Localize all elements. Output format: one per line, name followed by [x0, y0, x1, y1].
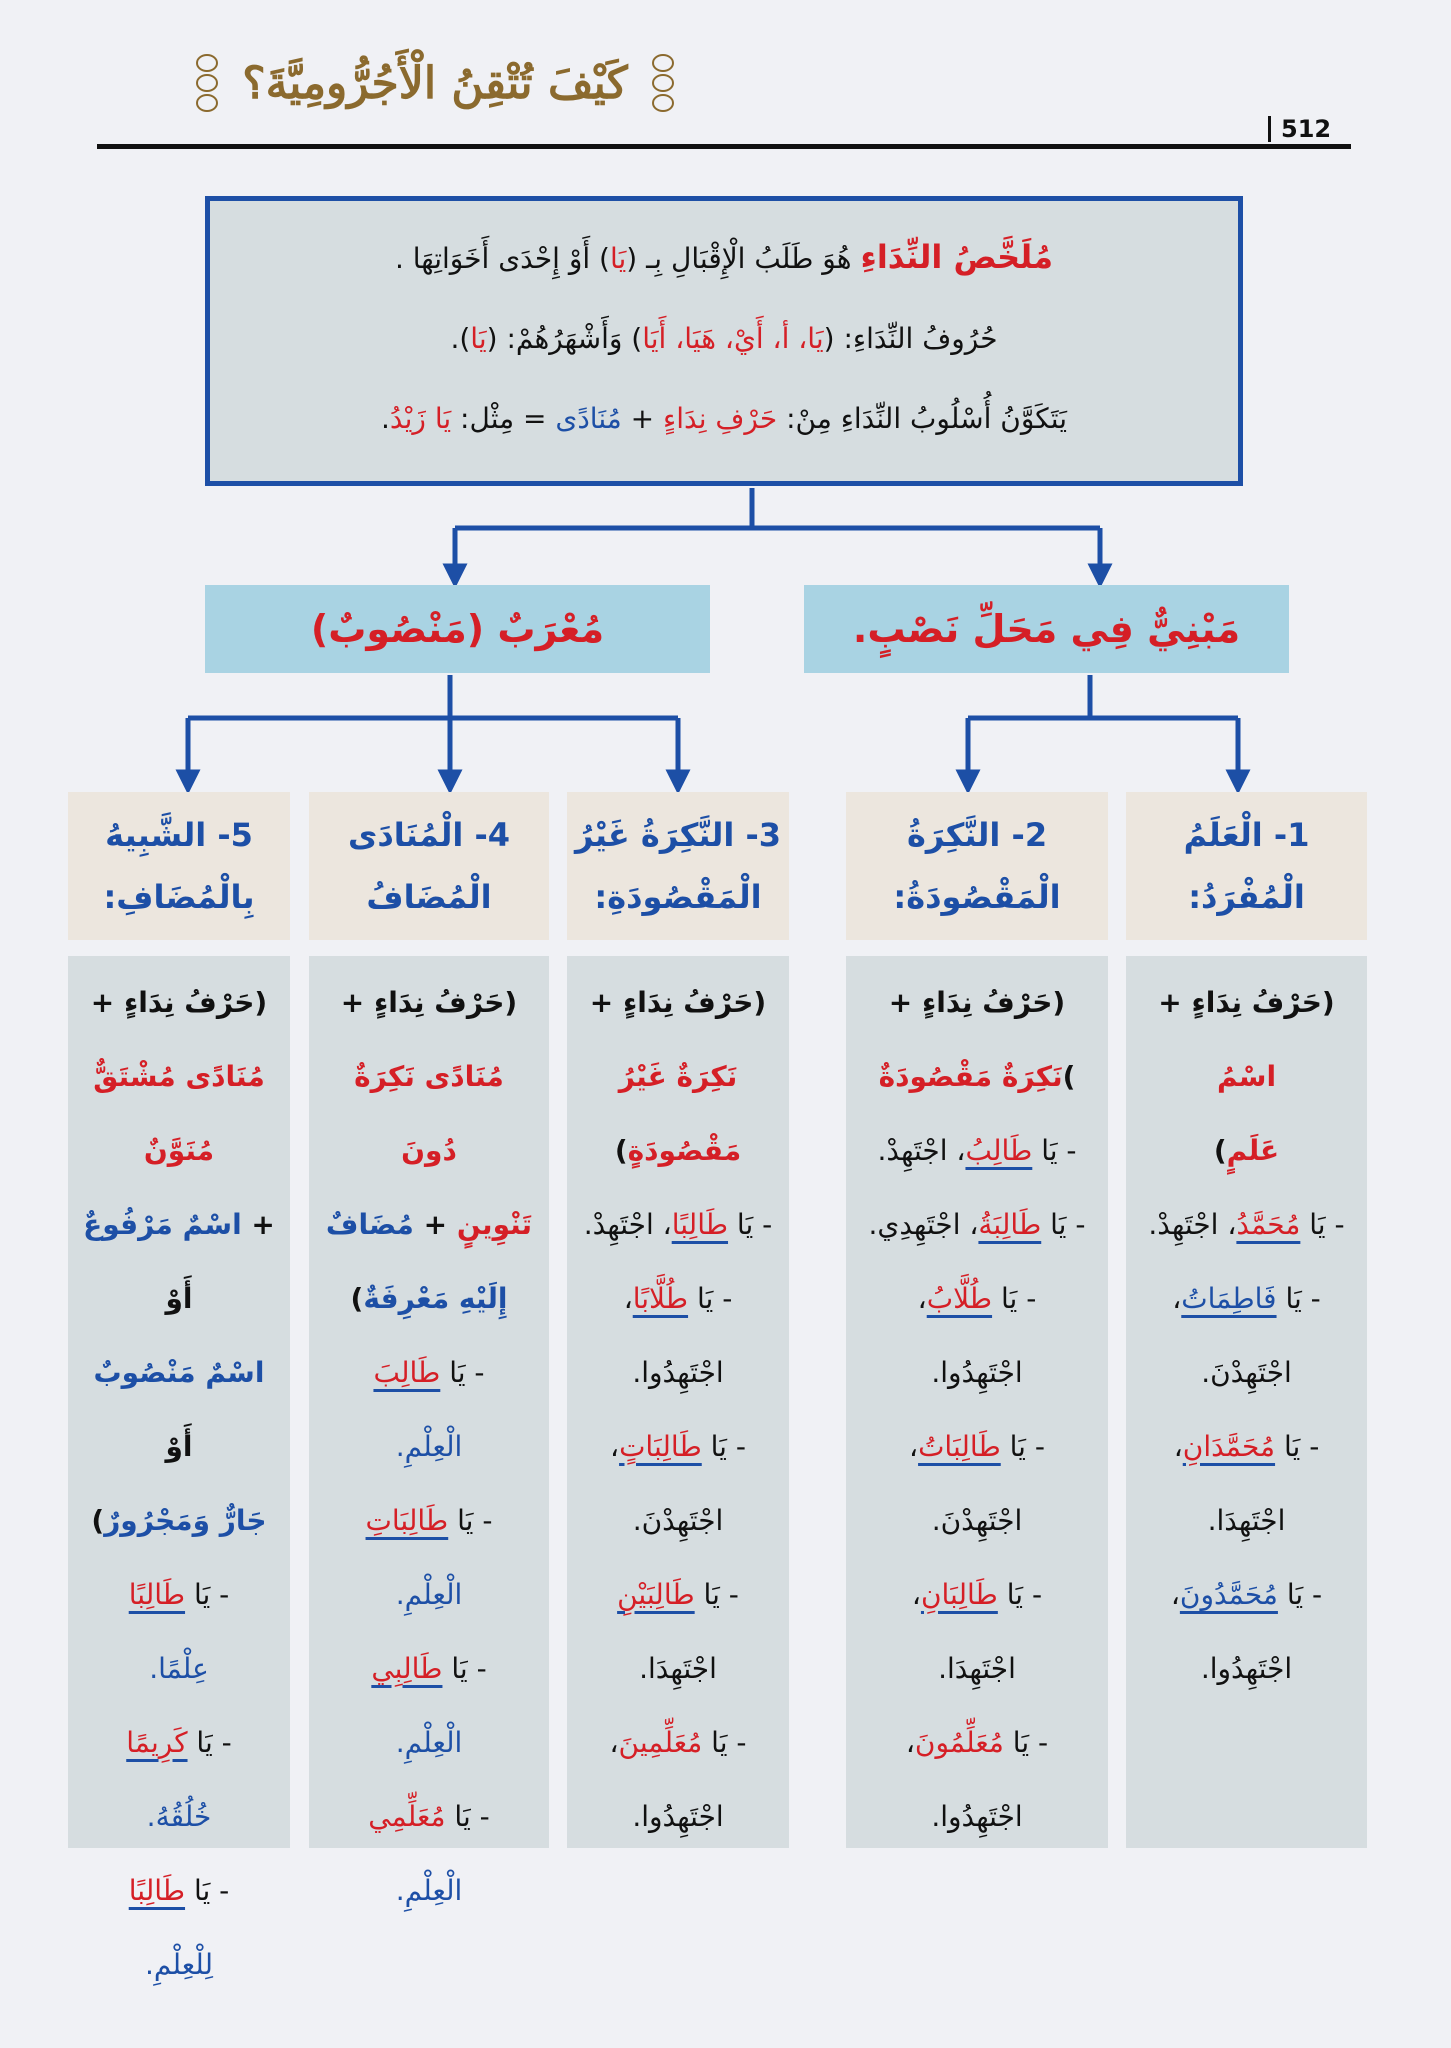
example [1140, 1558, 1353, 1632]
example-prefix: - يَا [1275, 1430, 1320, 1463]
column-title: 4- الْمُنَادَى [348, 816, 510, 854]
example-cont: اجْتَهِدُوا. [1200, 1652, 1293, 1685]
rule: (حَرْفُ نِدَاءٍ + [589, 986, 767, 1019]
example-rest: ، اجْتَهِدْ. [583, 1208, 672, 1241]
example-munada: طَالِبَاتُ [918, 1430, 1001, 1463]
example-prefix: - يَا [1000, 1430, 1045, 1463]
column-body-1 [1126, 956, 1367, 1848]
example-munada: طَالِبِي [371, 1652, 443, 1685]
rule [1140, 966, 1353, 1114]
column-body-2 [846, 956, 1108, 1848]
example-munada: كَرِيمًا [126, 1726, 188, 1759]
example-prefix: - يَا [1277, 1578, 1323, 1611]
rule: (حَرْفُ نِدَاءٍ + [888, 986, 1066, 1019]
example-mudaf-ilayh: الْعِلْمِ. [395, 1726, 463, 1759]
rule-mudaf: مُضَافٌ [325, 1208, 414, 1241]
example-prefix: - يَا [1032, 1134, 1077, 1167]
column-subtitle: الْمُضَافُ [366, 878, 492, 916]
column-body-3 [567, 956, 789, 1848]
column-subtitle: الْمُفْرَدُ: [1188, 878, 1305, 916]
example-munada: طَالِبَاتٍ [619, 1430, 702, 1463]
example-munada: طَالِبَةُ [978, 1208, 1042, 1241]
example [581, 1188, 775, 1262]
letters-intro: حُرُوفُ النِّدَاءِ: ( [823, 322, 998, 355]
structure-example-intro: = مِثْل: [451, 402, 556, 435]
rule-text: أَوْ [165, 1282, 193, 1315]
example-prefix: - يَا [688, 1282, 733, 1315]
example [323, 1780, 535, 1854]
column-head-4 [309, 792, 549, 940]
example-prefix: - يَا [445, 1800, 490, 1833]
example-rest: ، [1170, 1578, 1180, 1611]
rule-cont [323, 1188, 535, 1262]
example [860, 1706, 1094, 1780]
column-title: 5- الشَّبِيهُ [105, 816, 253, 854]
example-rest: ، اجْتَهِدْ. [877, 1134, 966, 1167]
definition-text-end: ) أَوْ إِحْدَى أَخَوَاتِهَا . [394, 242, 610, 275]
structure-example: يَا زَيْدُ [389, 402, 452, 435]
example [82, 1706, 276, 1780]
column-title: 1- الْعَلَمُ [1183, 816, 1310, 854]
column-title: 3- النَّكِرَةُ غَيْرُ [574, 816, 782, 854]
example [860, 1114, 1094, 1188]
column-subtitle: الْمَقْصُودَةِ: [594, 878, 762, 916]
example-prefix: - يَا [701, 1430, 746, 1463]
example-prefix: - يَا [728, 1208, 773, 1241]
example-rest: ، [909, 1430, 919, 1463]
example-cont: اجْتَهِدْنَ. [1201, 1356, 1292, 1389]
example-cont: اجْتَهِدْنَ. [931, 1504, 1023, 1537]
example-prefix: - يَا [702, 1726, 747, 1759]
summary-label: مُلَخَّصُ النِّدَاءِ [860, 238, 1054, 276]
example-rest: ، [623, 1282, 633, 1315]
column-body-4 [309, 956, 549, 1907]
rule-cont [82, 1188, 276, 1336]
example-prefix: - يَا [187, 1726, 232, 1759]
example-mudaf-ilayh: الْعِلْمِ. [395, 1874, 463, 1907]
example-munada: مُعَلِّمِينَ [618, 1726, 703, 1759]
rule-option: اسْمٌ مَنْصُوبٌ [93, 1356, 265, 1389]
rule-text: ) [350, 1282, 364, 1315]
example-munada: مُحَمَّدَانِ [1182, 1430, 1276, 1463]
example-complement: خُلُقُهُ. [146, 1800, 212, 1833]
rule-text: ) [91, 1504, 105, 1537]
rule-highlight: نَكِرَةٌ غَيْرُ [618, 1060, 738, 1093]
example-munada: فَاطِمَاتُ [1181, 1282, 1277, 1315]
rule-highlight: اسْمُ [1216, 1060, 1277, 1093]
example [860, 1262, 1094, 1336]
example-munada: طَالِبَيْنِ [617, 1578, 695, 1611]
ya-particle: يَا [470, 322, 487, 355]
example-prefix: - يَا [992, 1282, 1037, 1315]
example-munada: مُحَمَّدُونَ [1179, 1578, 1278, 1611]
example-munada: طَالِبًا [671, 1208, 729, 1241]
example-munada: طَالِبًا [128, 1578, 186, 1611]
rule-text: + [413, 1208, 457, 1241]
example-prefix: - يَا [440, 1356, 485, 1389]
example-munada: طَالِبَانِ [920, 1578, 998, 1611]
example-complement: لِلْعِلْمِ. [144, 1948, 214, 1981]
column-head-3 [567, 792, 789, 940]
example-complement: عِلْمًا. [149, 1652, 209, 1685]
example-rest: ، [911, 1578, 921, 1611]
example-prefix: - يَا [997, 1578, 1043, 1611]
rule-highlight: تَنْوِينٍ [456, 1208, 533, 1241]
rule: (حَرْفُ نِدَاءٍ + [90, 986, 268, 1019]
example-rest: ، [1173, 1430, 1183, 1463]
example-cont: اجْتَهِدَا. [938, 1652, 1016, 1685]
letters-mid: ) وَأَشْهَرُهُمْ: ( [486, 322, 643, 355]
example-munada: طُلَّابًا [632, 1282, 689, 1315]
example-munada: طُلَّابُ [926, 1282, 993, 1315]
definition-text: هُوَ طَلَبُ الْإِقْبَالِ بِـ ( [626, 242, 861, 275]
column-head-2 [846, 792, 1108, 940]
example-prefix: - يَا [185, 1874, 230, 1907]
category-mabni: مَبْنِيٌّ فِي مَحَلِّ نَصْبٍ. [804, 585, 1289, 673]
example-cont: اجْتَهِدَا. [639, 1652, 717, 1685]
example [860, 1558, 1094, 1632]
rule-highlight: مُنَادًى مُشْتَقٌّ مُنَوَّنٌ [93, 1060, 265, 1167]
example-prefix: - يَا [442, 1652, 487, 1685]
example-rest: ، [609, 1726, 619, 1759]
example [1140, 1262, 1353, 1336]
example-munada: مُحَمَّدُ [1236, 1208, 1301, 1241]
rule-text: + [241, 1208, 275, 1241]
vocative-letters: يَا، أ، أَيْ، هَيَا، أَيَا [642, 322, 824, 355]
example [581, 1558, 775, 1632]
tree-connectors [0, 0, 1451, 800]
example-munada: مُعَلِّمِي [368, 1800, 446, 1833]
example-prefix: - يَا [448, 1504, 493, 1537]
rule-highlight: نَكِرَةٌ مَقْصُودَةٌ [878, 1060, 1063, 1093]
structure-end: . [381, 402, 390, 435]
example-rest: ، [917, 1282, 927, 1315]
example [82, 1558, 276, 1632]
rule-cont [323, 1262, 535, 1336]
column-head-1 [1126, 792, 1367, 940]
example [581, 1262, 775, 1336]
rule-option: اسْمٌ مَرْفُوعٌ [83, 1208, 242, 1241]
example-rest: ، [905, 1726, 915, 1759]
column-subtitle: الْمَقْصُودَةُ: [893, 878, 1061, 916]
letters-end: ). [450, 322, 471, 355]
rule-mudaf-ilayh: إِلَيْهِ مَعْرِفَةٌ [363, 1282, 508, 1315]
example-rest: ، [610, 1430, 620, 1463]
rule-highlight: مَقْصُودَةٍ [627, 1134, 742, 1167]
example-rest: ، [1172, 1282, 1182, 1315]
example [581, 1706, 775, 1780]
rule-highlight: مُنَادًى نَكِرَةٌ دُونَ [354, 1060, 504, 1167]
example-cont: اجْتَهِدُوا. [632, 1356, 724, 1389]
example-rest: ، اجْتَهِدِي. [868, 1208, 979, 1241]
rule-option: جَارٌّ وَمَجْرُورٌ [104, 1504, 267, 1537]
column-body-5 [68, 956, 290, 1981]
example-prefix: - يَا [1300, 1208, 1345, 1241]
column-head-5 [68, 792, 290, 940]
rule-cont [581, 1114, 775, 1188]
example-munada: طَالِبَاتِ [365, 1504, 449, 1537]
example-prefix: - يَا [1041, 1208, 1086, 1241]
example-rest: ، اجْتَهِدْ. [1148, 1208, 1237, 1241]
example-munada: طَالِبَ [373, 1356, 441, 1389]
rule-text: ) [1213, 1134, 1227, 1167]
example-cont: اجْتَهِدُوا. [931, 1800, 1023, 1833]
example [1140, 1410, 1353, 1484]
rule-text: (حَرْفُ نِدَاءٍ + [1158, 986, 1335, 1019]
example-prefix: - يَا [1276, 1282, 1321, 1315]
example [323, 1336, 535, 1410]
structure-intro: يَتَكَوَّنُ أُسْلُوبُ النِّدَاءِ مِنْ: [777, 402, 1067, 435]
example [581, 1410, 775, 1484]
example-munada: مُعَلِّمُونَ [914, 1726, 1004, 1759]
example-munada: طَالِبُ [965, 1134, 1033, 1167]
column-title: 2- النَّكِرَةُ [906, 816, 1048, 854]
rule-text: أَوْ [165, 1430, 193, 1463]
rule-text: ) [1062, 1060, 1076, 1093]
rule-cont [860, 1040, 1094, 1114]
rule: (حَرْفُ نِدَاءٍ + [340, 986, 518, 1019]
ya-particle: يَا [609, 242, 627, 275]
example [323, 1484, 535, 1558]
example-mudaf-ilayh: الْعِلْمِ. [395, 1578, 463, 1611]
plus-sign: + [621, 402, 664, 435]
munada: مُنَادًى [555, 402, 622, 435]
example-prefix: - يَا [1003, 1726, 1049, 1759]
example [323, 1632, 535, 1706]
example [1140, 1188, 1353, 1262]
example-prefix: - يَا [694, 1578, 739, 1611]
harf-nida: حَرْفِ نِدَاءٍ [663, 402, 778, 435]
example [860, 1410, 1094, 1484]
page-number: 512 [1268, 116, 1331, 142]
category-murab: مُعْرَبٌ (مَنْصُوبٌ) [205, 585, 710, 673]
example [860, 1188, 1094, 1262]
example-munada: طَالِبًا [128, 1874, 186, 1907]
example-cont: اجْتَهِدْنَ. [632, 1504, 724, 1537]
book-title: كَيْفَ تُتْقِنُ الْأَجُرُّومِيَّةَ؟ [242, 57, 628, 109]
example-cont: اجْتَهِدُوا. [632, 1800, 724, 1833]
rule-highlight: عَلَمٍ [1226, 1134, 1280, 1167]
rule-cont [82, 1336, 276, 1484]
example-mudaf-ilayh: الْعِلْمِ. [395, 1430, 463, 1463]
example [82, 1854, 276, 1928]
example-cont: اجْتَهِدَا. [1207, 1504, 1286, 1537]
rule-cont [82, 1484, 276, 1558]
example-prefix: - يَا [185, 1578, 230, 1611]
example-cont: اجْتَهِدُوا. [931, 1356, 1023, 1389]
rule-text: ) [614, 1134, 628, 1167]
rule-cont [1140, 1114, 1353, 1188]
column-subtitle: بِالْمُضَافِ: [103, 878, 255, 916]
